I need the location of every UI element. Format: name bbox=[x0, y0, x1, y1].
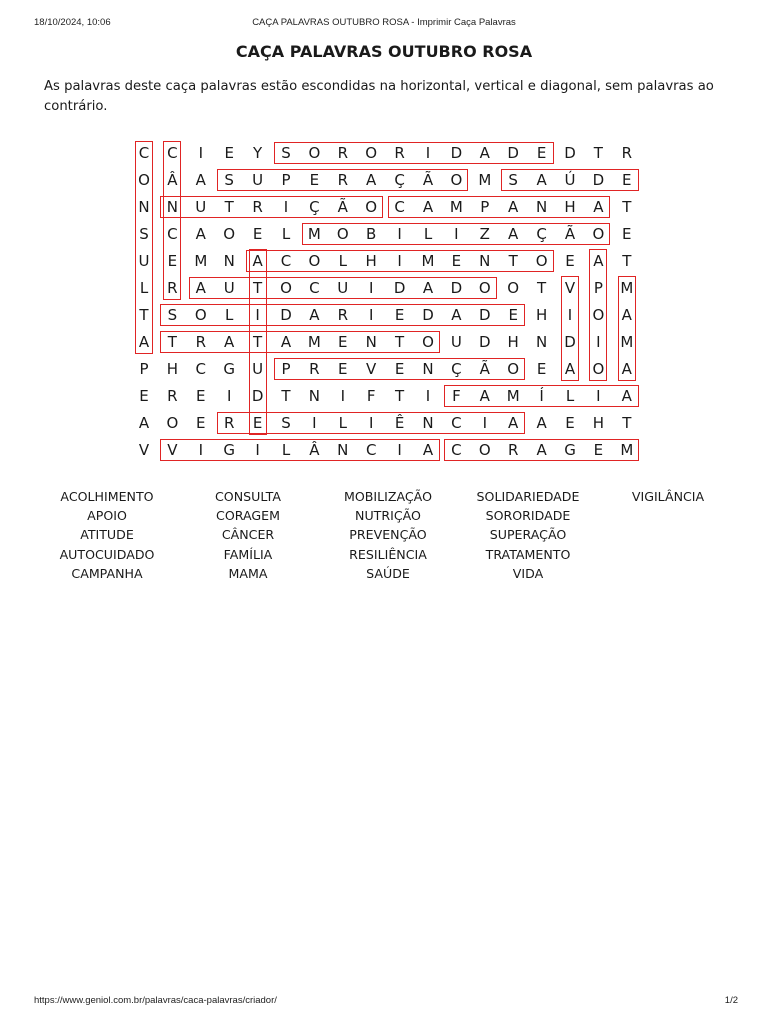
grid-letter: S bbox=[167, 306, 178, 324]
grid-letter: M bbox=[620, 279, 634, 297]
print-page-title: CAÇA PALAVRAS OUTUBRO ROSA - Imprimir Caça Palavras bbox=[252, 17, 516, 28]
grid-letter: D bbox=[422, 306, 434, 324]
grid-letter: E bbox=[196, 414, 206, 432]
grid-letter: G bbox=[564, 441, 576, 459]
grid-letter: S bbox=[281, 414, 291, 432]
grid-letter: A bbox=[621, 360, 632, 378]
grid-letter: I bbox=[368, 279, 374, 297]
grid-letter: A bbox=[422, 279, 434, 297]
grid-letter: E bbox=[394, 360, 405, 378]
word-list-item: VIDA bbox=[512, 565, 544, 581]
print-footer-url: https://www.geniol.com.br/palavras/caca-palavras/criador/ bbox=[34, 995, 277, 1006]
word-search-grid bbox=[0, 0, 768, 470]
word-list-item: CONSULTA bbox=[215, 489, 281, 504]
word-list-item: NUTRIÇÃO bbox=[355, 508, 421, 524]
grid-letter: N bbox=[308, 387, 320, 405]
grid-letter: Z bbox=[479, 225, 490, 243]
grid-letter: L bbox=[281, 441, 291, 459]
grid-letter: H bbox=[166, 360, 179, 378]
word-list-item: CAMPANHA bbox=[71, 565, 143, 581]
grid-letter: I bbox=[255, 306, 260, 324]
grid-letter: E bbox=[252, 414, 263, 432]
grid-letter: T bbox=[395, 387, 405, 405]
word-list-item: APOIO bbox=[87, 508, 127, 524]
grid-letter: M bbox=[194, 252, 208, 270]
found-word-highlight bbox=[189, 277, 497, 299]
grid-letter: C bbox=[167, 144, 178, 162]
grid-letter: T bbox=[593, 144, 603, 162]
grid-letter: I bbox=[567, 306, 573, 324]
grid-letter: A bbox=[309, 306, 320, 324]
grid-letter: R bbox=[223, 414, 235, 432]
grid-letter: G bbox=[223, 441, 235, 459]
word-list-item: ATITUDE bbox=[80, 527, 134, 543]
grid-letter: U bbox=[252, 171, 264, 189]
word-list-item: SORORIDADE bbox=[485, 508, 571, 524]
grid-letter: Ç bbox=[536, 225, 547, 243]
grid-letter: A bbox=[366, 171, 377, 189]
grid-letter: T bbox=[281, 387, 291, 405]
grid-letter: T bbox=[139, 306, 149, 324]
grid-letter: R bbox=[337, 306, 349, 324]
grid-letter: U bbox=[337, 279, 349, 297]
word-list-item: TRATAMENTO bbox=[485, 546, 571, 562]
grid-letter: A bbox=[621, 387, 632, 405]
grid-letter: O bbox=[535, 252, 548, 270]
grid-letter: Ã bbox=[422, 171, 434, 189]
grid-letter: P bbox=[281, 171, 291, 189]
grid-letter: Í bbox=[539, 387, 544, 405]
grid-letter: T bbox=[537, 279, 547, 297]
found-word-highlight bbox=[160, 331, 440, 353]
grid-letter: A bbox=[508, 198, 519, 216]
grid-letter: O bbox=[592, 306, 605, 324]
grid-letter: V bbox=[564, 279, 576, 297]
word-list-item: SOLIDARIEDADE bbox=[476, 489, 580, 504]
found-word-highlight bbox=[444, 385, 638, 407]
grid-letter: O bbox=[336, 225, 349, 243]
grid-letter: I bbox=[226, 387, 232, 405]
grid-letter: D bbox=[592, 171, 605, 189]
grid-letter: S bbox=[281, 144, 291, 162]
grid-letter: E bbox=[565, 252, 575, 270]
grid-letter: P bbox=[593, 279, 603, 297]
grid-letter: Â bbox=[167, 171, 178, 189]
grid-letter: O bbox=[365, 198, 378, 216]
grid-letter: A bbox=[508, 414, 519, 432]
grid-letter: I bbox=[397, 441, 402, 459]
grid-letter: T bbox=[395, 333, 405, 351]
grid-letter: T bbox=[508, 252, 518, 270]
grid-letter: I bbox=[198, 144, 204, 162]
grid-letter: C bbox=[451, 441, 462, 459]
grid-letter: A bbox=[138, 414, 150, 432]
grid-letter: D bbox=[280, 306, 292, 324]
found-word-highlight bbox=[388, 196, 611, 218]
word-list-column-1 bbox=[52, 487, 162, 583]
print-date: 18/10/2024, 10:06 bbox=[34, 17, 111, 28]
grid-letter: L bbox=[338, 252, 347, 270]
grid-letter: Ç bbox=[309, 198, 320, 216]
word-list-item: ACOLHIMENTO bbox=[60, 489, 154, 504]
found-word-highlight bbox=[217, 169, 468, 191]
found-word-highlight bbox=[163, 141, 181, 300]
grid-letter: B bbox=[366, 225, 377, 243]
grid-letter: T bbox=[622, 252, 632, 270]
grid-letter: D bbox=[479, 333, 491, 351]
grid-letter: D bbox=[564, 333, 576, 351]
grid-letter: C bbox=[280, 252, 292, 270]
grid-letter: L bbox=[139, 279, 149, 297]
grid-letter: A bbox=[536, 171, 547, 189]
grid-letter: I bbox=[425, 144, 431, 162]
grid-letter: T bbox=[253, 333, 263, 351]
grid-letter: T bbox=[622, 414, 632, 432]
found-word-highlight bbox=[618, 276, 636, 381]
grid-letter: D bbox=[507, 144, 519, 162]
word-list-item: MOBILIZAÇÃO bbox=[344, 489, 432, 504]
grid-letter: I bbox=[454, 225, 459, 243]
grid-letter: A bbox=[508, 225, 519, 243]
grid-letter: O bbox=[138, 171, 150, 189]
grid-letter: R bbox=[309, 360, 320, 378]
word-list-item: CORAGEM bbox=[216, 508, 280, 524]
grid-letter: E bbox=[622, 225, 632, 243]
grid-letter: A bbox=[564, 360, 576, 378]
grid-letter: V bbox=[366, 360, 377, 378]
grid-letter: A bbox=[479, 144, 490, 162]
grid-letter: C bbox=[309, 279, 320, 297]
grid-letter: T bbox=[167, 333, 177, 351]
grid-letter: T bbox=[622, 198, 632, 216]
grid-letter: A bbox=[451, 306, 462, 324]
grid-letter: M bbox=[620, 441, 634, 459]
word-list-item: CÂNCER bbox=[221, 527, 275, 543]
word-list-column-5 bbox=[618, 487, 718, 506]
grid-letter: O bbox=[592, 225, 605, 243]
word-list-item: SUPERAÇÃO bbox=[489, 527, 567, 543]
grid-letter: P bbox=[281, 360, 291, 378]
grid-letter: I bbox=[368, 306, 374, 324]
grid-letter: O bbox=[308, 252, 321, 270]
word-list-item: FAMÍLIA bbox=[223, 546, 273, 562]
grid-letter: D bbox=[251, 387, 264, 405]
grid-letter: I bbox=[397, 225, 402, 243]
grid-letter: R bbox=[337, 144, 349, 162]
grid-letter: C bbox=[138, 144, 150, 162]
grid-letter: E bbox=[536, 144, 547, 162]
grid-letter: U bbox=[450, 333, 462, 351]
grid-letter: Ç bbox=[451, 360, 462, 378]
grid-letter: H bbox=[564, 198, 576, 216]
grid-letter: E bbox=[622, 171, 632, 189]
grid-letter: D bbox=[393, 279, 406, 297]
grid-letter: R bbox=[507, 441, 519, 459]
grid-letter: M bbox=[506, 387, 520, 405]
grid-letter: O bbox=[422, 333, 434, 351]
word-list-column-4 bbox=[462, 487, 594, 583]
grid-letter: A bbox=[252, 252, 263, 270]
grid-letter: U bbox=[138, 252, 150, 270]
found-word-highlight bbox=[444, 439, 638, 461]
grid-letter: A bbox=[195, 279, 206, 297]
grid-letter: S bbox=[224, 171, 234, 189]
grid-letter: D bbox=[450, 279, 463, 297]
grid-letter: M bbox=[421, 252, 435, 270]
grid-letter: E bbox=[139, 387, 149, 405]
grid-letter: N bbox=[422, 414, 434, 432]
grid-letter: R bbox=[167, 279, 178, 297]
grid-letter: A bbox=[593, 198, 604, 216]
grid-letter: U bbox=[195, 198, 207, 216]
grid-letter: D bbox=[564, 144, 576, 162]
grid-letter: P bbox=[139, 360, 149, 378]
word-list-column-2 bbox=[192, 487, 304, 583]
grid-letter: A bbox=[536, 441, 547, 459]
grid-letter: I bbox=[596, 333, 601, 351]
grid-letter: Â bbox=[309, 441, 320, 459]
grid-letter: O bbox=[450, 171, 463, 189]
found-word-highlight bbox=[589, 249, 607, 381]
grid-letter: F bbox=[366, 387, 376, 405]
grid-letter: C bbox=[394, 198, 405, 216]
grid-letter: M bbox=[307, 333, 321, 351]
grid-letter: Ã bbox=[479, 360, 490, 378]
found-word-highlight bbox=[302, 223, 610, 245]
grid-letter: H bbox=[507, 333, 519, 351]
grid-letter: Ê bbox=[394, 414, 405, 432]
word-list-item: MAMA bbox=[228, 565, 268, 581]
grid-letter: E bbox=[565, 414, 575, 432]
grid-letter: I bbox=[312, 414, 317, 432]
grid-letter: M bbox=[307, 225, 321, 243]
word-list-column-3 bbox=[330, 487, 446, 583]
grid-letter: Ã bbox=[564, 225, 576, 243]
word-list-item: RESILIÊNCIA bbox=[349, 546, 427, 562]
grid-letter: G bbox=[223, 360, 235, 378]
grid-letter: L bbox=[281, 225, 291, 243]
grid-letter: A bbox=[479, 387, 490, 405]
grid-letter: E bbox=[394, 306, 405, 324]
grid-letter: I bbox=[255, 441, 260, 459]
grid-letter: A bbox=[195, 171, 206, 189]
grid-letter: E bbox=[338, 360, 348, 378]
grid-letter: R bbox=[621, 144, 633, 162]
grid-letter: E bbox=[224, 144, 234, 162]
grid-letter: S bbox=[139, 225, 149, 243]
grid-letter: E bbox=[309, 171, 320, 189]
grid-letter: O bbox=[365, 144, 378, 162]
grid-letter: Ã bbox=[337, 198, 348, 216]
grid-letter: N bbox=[337, 441, 349, 459]
grid-letter: A bbox=[621, 306, 632, 324]
grid-letter: R bbox=[195, 333, 207, 351]
grid-letter: Ú bbox=[564, 171, 576, 189]
grid-letter: A bbox=[422, 441, 434, 459]
grid-letter: I bbox=[397, 252, 402, 270]
grid-letter: O bbox=[308, 144, 321, 162]
grid-letter: O bbox=[166, 414, 179, 432]
grid-letter: O bbox=[592, 360, 605, 378]
grid-letter: N bbox=[223, 252, 235, 270]
grid-letter: E bbox=[196, 387, 206, 405]
grid-letter: H bbox=[365, 252, 377, 270]
grid-letter: A bbox=[593, 252, 604, 270]
grid-letter: N bbox=[138, 198, 150, 216]
grid-letter: U bbox=[223, 279, 235, 297]
word-list-item: PREVENÇÃO bbox=[349, 527, 427, 543]
grid-letter: U bbox=[252, 360, 264, 378]
page-heading: CAÇA PALAVRAS OUTUBRO ROSA bbox=[235, 42, 533, 61]
grid-letter: R bbox=[167, 387, 178, 405]
grid-letter: Y bbox=[253, 144, 263, 162]
grid-letter: I bbox=[198, 441, 204, 459]
grid-letter: C bbox=[365, 441, 377, 459]
grid-letter: N bbox=[535, 333, 548, 351]
grid-letter: E bbox=[338, 333, 348, 351]
grid-letter: T bbox=[224, 198, 234, 216]
grid-letter: I bbox=[425, 387, 431, 405]
grid-letter: N bbox=[365, 333, 377, 351]
grid-letter: I bbox=[482, 414, 488, 432]
grid-letter: N bbox=[166, 198, 178, 216]
grid-letter: M bbox=[478, 171, 492, 189]
grid-letter: O bbox=[280, 279, 292, 297]
grid-letter: O bbox=[507, 360, 520, 378]
grid-letter: E bbox=[451, 252, 462, 270]
grid-letter: L bbox=[225, 306, 234, 324]
grid-letter: C bbox=[451, 414, 462, 432]
found-word-highlight bbox=[561, 276, 579, 381]
grid-letter: O bbox=[507, 279, 520, 297]
grid-letter: M bbox=[449, 198, 463, 216]
grid-letter: V bbox=[167, 441, 178, 459]
grid-letter: C bbox=[195, 360, 207, 378]
found-word-highlight bbox=[274, 142, 554, 164]
grid-letter: L bbox=[338, 414, 347, 432]
grid-letter: E bbox=[593, 441, 604, 459]
grid-letter: D bbox=[450, 144, 463, 162]
found-word-highlight bbox=[160, 304, 525, 326]
grid-letter: E bbox=[508, 306, 518, 324]
word-list-item: VIGILÂNCIA bbox=[631, 489, 705, 504]
grid-letter: A bbox=[224, 333, 235, 351]
grid-letter: O bbox=[478, 279, 491, 297]
page-number: 1/2 bbox=[724, 995, 738, 1006]
grid-letter: R bbox=[337, 171, 349, 189]
word-list-item: AUTOCUIDADO bbox=[59, 546, 155, 562]
grid-letter: I bbox=[340, 387, 346, 405]
grid-letter: T bbox=[253, 279, 263, 297]
grid-letter: H bbox=[535, 306, 548, 324]
grid-letter: O bbox=[478, 441, 491, 459]
grid-letter: S bbox=[508, 171, 518, 189]
grid-letter: A bbox=[536, 414, 547, 432]
found-word-highlight bbox=[501, 169, 639, 191]
grid-letter: A bbox=[280, 333, 292, 351]
found-word-highlight bbox=[246, 250, 554, 272]
grid-letter: L bbox=[565, 387, 575, 405]
grid-letter: H bbox=[592, 414, 605, 432]
grid-letter: C bbox=[167, 225, 178, 243]
grid-letter: N bbox=[422, 360, 434, 378]
grid-letter: L bbox=[423, 225, 433, 243]
found-word-highlight bbox=[160, 196, 383, 218]
grid-letter: Ç bbox=[394, 171, 405, 189]
grid-letter: E bbox=[252, 225, 263, 243]
grid-letter: E bbox=[167, 252, 178, 270]
grid-letter: I bbox=[596, 387, 601, 405]
found-word-highlight bbox=[274, 358, 525, 380]
grid-letter: F bbox=[452, 387, 461, 405]
grid-letter: A bbox=[422, 198, 434, 216]
found-word-highlight bbox=[135, 141, 153, 354]
grid-letter: V bbox=[138, 441, 150, 459]
found-word-highlight bbox=[249, 249, 267, 435]
grid-letter: P bbox=[480, 198, 490, 216]
grid-letter: I bbox=[283, 198, 289, 216]
grid-letter: N bbox=[535, 198, 548, 216]
grid-letter: M bbox=[620, 333, 634, 351]
grid-letter: A bbox=[138, 333, 150, 351]
grid-letter: I bbox=[368, 414, 374, 432]
grid-letter: N bbox=[479, 252, 491, 270]
instructions-text: As palavras deste caça palavras estão escondidas na horizontal, vertical e diagonal, sem palavras ao contrário. bbox=[44, 79, 714, 114]
grid-letter: O bbox=[194, 306, 207, 324]
found-word-highlight bbox=[160, 439, 440, 461]
grid-letter: R bbox=[394, 144, 405, 162]
word-list-item: SAÚDE bbox=[366, 565, 410, 581]
grid-letter: R bbox=[252, 198, 263, 216]
grid-letter: D bbox=[479, 306, 491, 324]
grid-letter: E bbox=[536, 360, 547, 378]
grid-letter: A bbox=[195, 225, 206, 243]
grid-letter: O bbox=[223, 225, 236, 243]
